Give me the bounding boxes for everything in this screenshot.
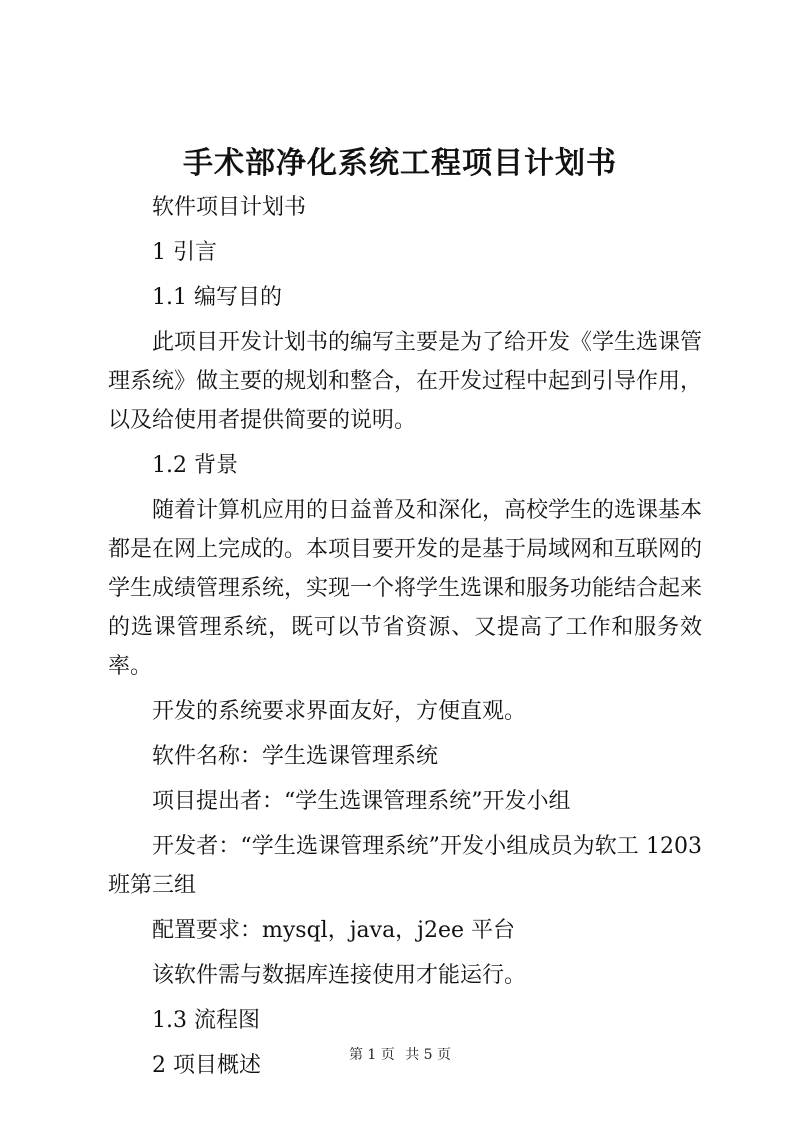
heading-background: 1.2 背景: [152, 453, 238, 478]
paragraph-requirements: 开发的系统要求界面友好，方便直观。: [152, 699, 527, 724]
paragraph-software-name: 软件名称：学生选课管理系统: [152, 744, 439, 769]
page-total: 共 5 页: [405, 1047, 452, 1063]
paragraph-developer: 开发者：“学生选课管理系统”开发小组成员为软工 1203 班第三组: [108, 834, 702, 898]
paragraph-database: 该软件需与数据库连接使用才能运行。: [152, 963, 527, 988]
paragraph-proposer: 项目提出者：“学生选课管理系统”开发小组: [152, 789, 571, 814]
paragraph-purpose: 此项目开发计划书的编写主要是为了给开发《学生选课管理系统》做主要的规划和整合，在开发过程中起到引导作用，以及给使用者提供简要的说明。: [108, 330, 703, 433]
heading-overview: 2 项目概述: [152, 1053, 261, 1078]
paragraph-software-plan: 软件项目计划书: [152, 195, 307, 220]
page-number: 第 1 页: [348, 1047, 395, 1063]
heading-flowchart: 1.3 流程图: [152, 1008, 260, 1033]
document-title: 手术部净化系统工程项目计划书: [183, 146, 617, 181]
heading-introduction: 1 引言: [152, 240, 217, 265]
page-footer: [0, 1044, 800, 1064]
heading-purpose: 1.1 编写目的: [152, 285, 282, 310]
paragraph-background: 随着计算机应用的日益普及和深化，高校学生的选课基本都是在网上完成的。本项目要开发的是基于局域网和互联网的学生成绩管理系统，实现一个将学生选课和服务功能结合起来的选课管理系统，既可以节省资源、又提高了工作和服务效率。: [108, 498, 703, 679]
paragraph-config: 配置要求：mysql，java，j2ee 平台: [152, 918, 516, 943]
document-body: [108, 188, 702, 1091]
